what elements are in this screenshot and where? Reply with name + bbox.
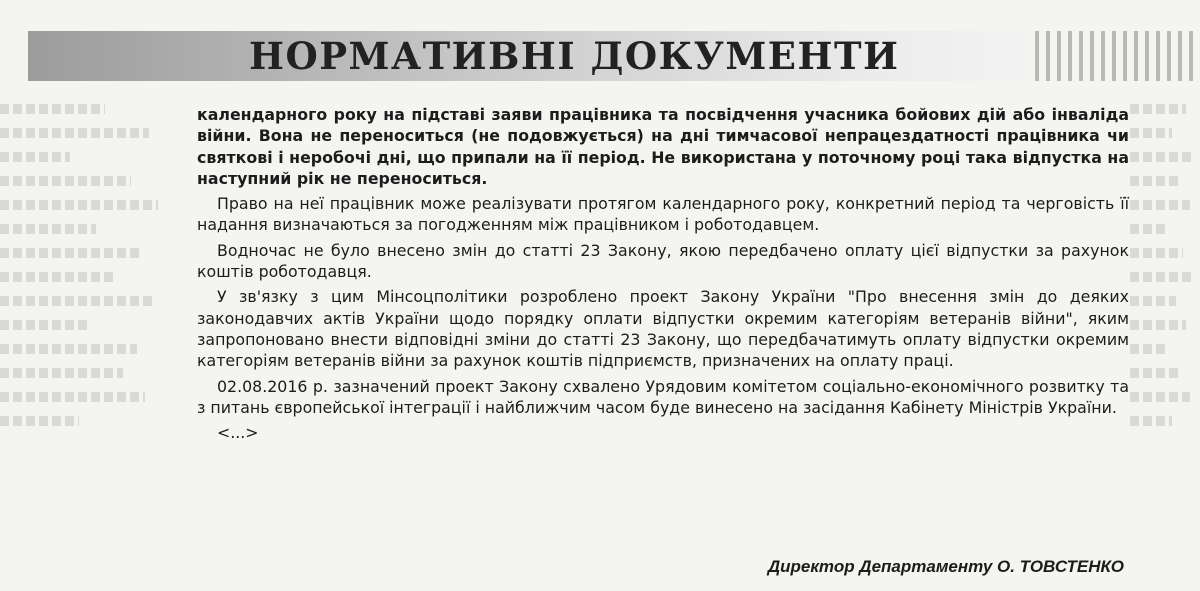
- decorative-stripes: [1035, 31, 1200, 81]
- section-title: НОРМАТИВНІ ДОКУМЕНТИ: [249, 34, 900, 78]
- signature: Директор Департаменту О. ТОВСТЕНКО: [767, 557, 1124, 576]
- article-paragraph: Водночас не було внесено змін до статті 23 Закону, якою передбачено оплату цієї відпустки за рахунок коштів роботодавця.: [197, 240, 1129, 282]
- show-through-left: [0, 90, 175, 591]
- article-paragraph: Право на неї працівник може реалізувати протягом календарного року, конкретний період та черговість її надання визначаються за погодженням між працівником і роботодавцем.: [197, 194, 1129, 235]
- article-body: [197, 104, 1129, 447]
- article-paragraph-lead: календарного року на підставі заяви працівника та посвідчення учасника бойових дій або інваліда війни. Вона не переноситься (не подовжується) на дні тимчасової непрацездатності працівника чи святкові і неробочі дні, що припали на її період. Не використана у поточному році така відпустка на наступний рік не переноситься.: [197, 105, 1129, 188]
- show-through-right: [1130, 90, 1200, 591]
- article-ellipsis: <...>: [217, 423, 259, 443]
- section-header-band: [28, 31, 1028, 81]
- article-paragraph: У зв'язку з цим Мінсоцполітики розроблено проект Закону України "Про внесення змін до деяких законодавчих актів України щодо порядку оплати відпустки окремим категоріям ветеранів війни", яким запропоновано внести відповідні зміни до статті 23 Закону, що передбачатимуть оплату відпустки окремим категоріям ветеранів війни за рахунок коштів підприємств, призначених на оплату праці.: [197, 287, 1129, 371]
- article-paragraph: 02.08.2016 р. зазначений проект Закону схвалено Урядовим комітетом соціально-економічного розвитку та з питань європейської інтеграції і найближчим часом буде винесено на засідання Кабінету Міністрів України.: [197, 376, 1129, 417]
